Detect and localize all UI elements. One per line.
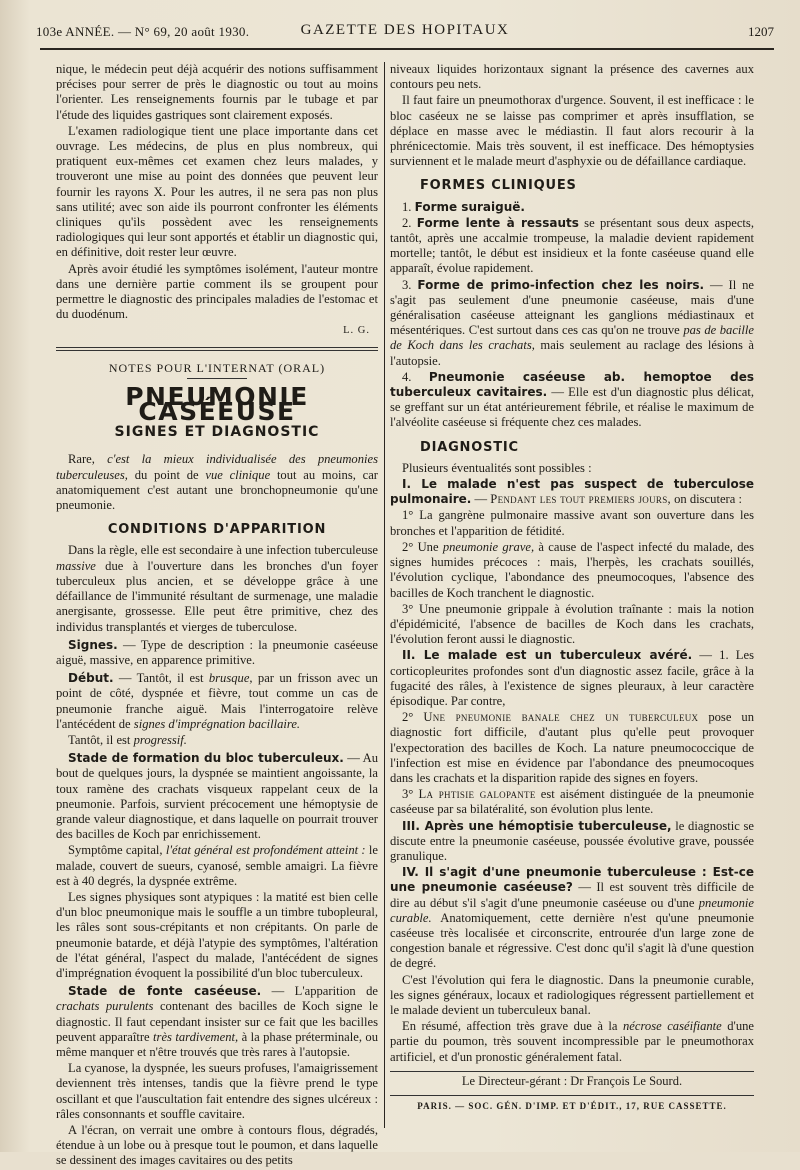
body-paragraph: Début. — Tantôt, il est brusque, par un frisson avec un point de côté, dyspnée et fièvre, tout comme un cas de pneumonie franche aiguë. Mais l'interrogatoire relève l'antécédent de signes d'imprégnation bacillaire. bbox=[56, 671, 378, 731]
publisher-line: Le Directeur-gérant : Dr François Le Sourd. bbox=[461, 1073, 683, 1088]
diagnosis-item: 3° Une pneumonie grippale à évolution traînante : mais la notion d'épidémicité, l'absence de bacilles de Koch dans les crachats, l'évolution feront aussi le diagnostic. bbox=[390, 601, 754, 647]
summary-paragraph: En résumé, affection très grave due à la nécrose caséifiante d'une partie du poumon, très souvent incompressible par le pneumothorax artificiel, et d'un pronostic généralement fatal. bbox=[390, 1019, 754, 1064]
page-header bbox=[36, 20, 774, 44]
section-heading: FORMES CLINIQUES bbox=[420, 178, 577, 194]
header-rule bbox=[40, 48, 774, 50]
right-column bbox=[390, 62, 754, 1114]
diagnosis-item: I. Le malade n'est pas suspect de tuberculose pulmonaire. — Pendant les tout premiers jours, on discutera : bbox=[390, 477, 754, 507]
body-paragraph: Stade de fonte caséeuse. — L'apparition de crachats purulents contenant des bacilles de Koch signe le diagnostic. Il faut cependant insister sur ce fait que les bacilles peuvent apparaître très tardivement, à la phase préterminale, ou même manquer et n'être trouvés que très rares à l'autopsie. bbox=[56, 984, 378, 1059]
issue-info: 103e ANNÉE. — N° 69, 20 août 1930. bbox=[36, 24, 250, 39]
body-paragraph: Symptôme capital, l'état général est profondément atteint : le malade, couvert de sueurs, cyanosé, semble amaigri. La fièvre est à 40 degrés, la dyspnée extrême. bbox=[56, 843, 378, 888]
body-paragraph: niveaux liquides horizontaux signant la présence des cavernes aux contours peu nets. bbox=[390, 62, 754, 92]
footer-rule bbox=[390, 1095, 754, 1096]
diagnosis-item: 2° Une pneumonie grave, à cause de l'aspect infecté du malade, des signes humides précoces : mais, l'herpès, les crachats souillés, l'évolution cyclique, l'abondance des pneumocoques, l'absence des bacilles de Koch tranchent le diagnostic. bbox=[390, 539, 754, 600]
article-title: PNEUMONIE CASÉEUSE bbox=[125, 381, 309, 427]
form-item: 2. Forme lente à ressauts se présentant sous deux aspects, tantôt, après une accalmie trompeuse, la maladie devient rapidement mortelle; tantôt, le début est insidieux et la fonte caséeuse quand elle apparaît, évolue rapidement. bbox=[390, 215, 754, 276]
diagnosis-item: II. Le malade est un tuberculeux avéré. — 1. Les corticopleurites profondes sont d'un diagnostic assez facile, grâce à la fugacité des râles, à l'existence de signes pleuraux, à leur caractère épisodique. Par contre, bbox=[390, 648, 754, 708]
body-paragraph: Les signes physiques sont atypiques : la matité est bien celle d'un bloc pneumonique mais le souffle a un timbre tubopleural, les râles sont sous-crépitants et non crépitants. On parle de pneumonie batarde, et déjà l'atypie des symptômes, l'altération de l'état général, l'aspect du malade, l'antécédent de signes d'imprégnation évoquent la possibilité d'un bloc tuberculeux. bbox=[56, 889, 378, 980]
review-paragraph: Après avoir étudié les symptômes isolément, l'auteur montre dans une dernière partie comment ils se groupent pour permettre le diagnostic des principales maladies de l'estomac et du duodénum. bbox=[56, 261, 378, 322]
form-item: 1. Forme suraiguë. bbox=[402, 199, 525, 214]
section-heading: DIAGNOSTIC bbox=[420, 439, 519, 455]
publication-title: GAZETTE DES HOPITAUX bbox=[300, 22, 510, 38]
body-paragraph: A l'écran, on verrait une ombre à contours flous, dégradés, étendue à un lobe ou à presque tout le poumon, et dans laquelle se dessinent des images cavitaires ou des petits bbox=[56, 1123, 378, 1168]
diagnosis-item: 3° La phtisie galopante est aisément distinguée de la pneumonie caséeuse par sa bilatéralité, son évolution plus lente. bbox=[390, 787, 754, 817]
body-paragraph: Signes. — Type de description : la pneumonie caséeuse aiguë, massive, en apparence primitive. bbox=[56, 637, 378, 667]
section-heading: CONDITIONS D'APPARITION bbox=[107, 522, 327, 538]
diagnosis-item: 1° La gangrène pulmonaire massive avant son ouverture dans les bronches et l'apparition de fétidité. bbox=[390, 508, 754, 538]
form-item: 3. Forme de primo-infection chez les noirs. — Il ne s'agit pas seulement d'une pneumonie caséeuse, mais d'une généralisation caséeuse atteignant les ganglions médiastinaux et mésentériques. C'est surtout dans ces cas qu'on ne trouve pas de bacille de Koch dans les crachats, mais seulement au raclage des lésions à l'autopsie. bbox=[390, 277, 755, 368]
diagnosis-item: III. Après une hémoptisie tuberculeuse, le diagnostic se discute entre la pneumonie caséeuse, poussée évolutive grave, poussée granulique. bbox=[390, 818, 754, 863]
printer-imprint: PARIS. — SOC. GÉN. D'IMP. ET D'ÉDIT., 17, RUE CASSETTE. bbox=[417, 1101, 727, 1111]
review-paragraph: nique, le médecin peut déjà acquérir des notions suffisamment précises pour serrer de près le diagnostic ou tout au moins l'orienter. Les renseignements fournis par le tubage et par l'étude des liquides gastriques sont clairement exposés. bbox=[56, 62, 378, 122]
review-paragraph: L'examen radiologique tient une place importante dans cet ouvrage. Les médecins, de plus en plus nombreux, qui pratiquent eux-mêmes cet examen chez leurs malades, y trouveront une mise au point des données que peuvent leur fournir les rayons X. Pour les autres, il ne sera pas non plus sans utilité; avec son aide ils pourront confronter les éléments cliniques qu'ils possèdent avec les renseignements radiologiques qui leur sont apportés et établir un diagnostic qui, en définitive, doit rester leur œuvre. bbox=[56, 123, 378, 260]
rubric: NOTES POUR L'INTERNAT (ORAL) bbox=[108, 360, 326, 375]
page-number: 1207 bbox=[748, 24, 774, 39]
article-subtitle: SIGNES ET DIAGNOSTIC bbox=[114, 424, 320, 441]
body-paragraph: Il faut faire un pneumothorax d'urgence. Souvent, il est inefficace : le bloc caséeux ne se laisse pas comprimer et après insufflation, se déplace en masse avec le médiastin. Il faut alors recourir à la phrénicectomie. Mais très souvent, il est inefficace. Des hémoptysies surviennent et le malade meurt d'asphyxie ou de défaillance cardiaque. bbox=[390, 93, 754, 169]
body-paragraph: Plusieurs éventualités sont possibles : bbox=[402, 460, 592, 475]
short-rule bbox=[187, 378, 247, 379]
body-paragraph: Dans la règle, elle est secondaire à une infection tuberculeuse massive due à l'ouverture dans les bronches d'un foyer tuberculeux plus ancien, et se développe grâce à une défaillance de l'immunité résultant de surmenage, une maladie anergisante, grossesse. Elle peut être primitive, chez des individus transplantés et vierges de tuberculose. bbox=[56, 543, 378, 634]
footer-rule bbox=[390, 1071, 754, 1072]
column-divider bbox=[384, 62, 385, 1128]
intro-paragraph: Rare, c'est la mieux individualisée des pneumonies tuberculeuses, du point de vue clinique tout au moins, car anatomiquement c'est autant une bronchopneumonie qu'une pneumonie. bbox=[56, 452, 378, 513]
form-item: 4. Pneumonie caséeuse ab. hemoptoe des tuberculeux cavitaires. — Elle est d'un diagnostic plus délicat, se greffant sur un état antérieurement fébrile, et réalise le maximum de l'alvéolite caséeuse si fréquente chez ces malades. bbox=[390, 369, 754, 430]
section-separator bbox=[56, 347, 378, 351]
diagnosis-item: IV. Il s'agit d'une pneumonie tuberculeuse : Est-ce une pneumonie caséeuse? — Il est souvent très difficile de dire au début s'il s'agit d'une pneumonie caséeuse ou d'une pneumonie curable. Anatomiquement, cette dernière n'est qu'une pneumonie caséeuse très localisée et circonscrite, entrourée d'un large zone de congestion banale et régressive. C'est donc qu'il s'agit là d'une question de degré. bbox=[390, 865, 754, 971]
body-paragraph: La cyanose, la dyspnée, les sueurs profuses, l'amaigrissement deviennent très intenses, tandis que la fièvre prend le type oscillant et que l'auscultation fait entendre des signes ulcéreux : râles consonnants et souffle cavitaire. bbox=[56, 1061, 378, 1121]
diagnosis-item: C'est l'évolution qui fera le diagnostic. Dans la pneumonie curable, les signes généraux, locaux et radiologiques régressent partiellement et le malade devient un tuberculeux banal. bbox=[390, 972, 754, 1017]
review-signature: L. G. bbox=[343, 325, 370, 337]
body-paragraph: Stade de formation du bloc tuberculeux. — Au bout de quelques jours, la dyspnée se maintient angoissante, la toux ramène des crachats visqueux rappelant ceux de la pneumonie. Parfois, survient précocement une hémoptysie de grande valeur diagnostique, et dans laquelle on pourrait trouver des bacilles de Koch par enrichissement. bbox=[56, 751, 378, 842]
body-paragraph: Tantôt, il est progressif. bbox=[68, 732, 187, 747]
left-column bbox=[56, 62, 378, 1170]
diagnosis-item: 2° Une pneumonie banale chez un tuberculeux pose un diagnostic fort difficile, d'autant plus qu'elle peut provoquer l'expectoration des bacilles de Koch. La nature pneumococcique de l'infection est mise en évidence par l'abondance des pneumocoques dans les crachats et la disparition rapide des signes en foyers. bbox=[390, 710, 754, 785]
